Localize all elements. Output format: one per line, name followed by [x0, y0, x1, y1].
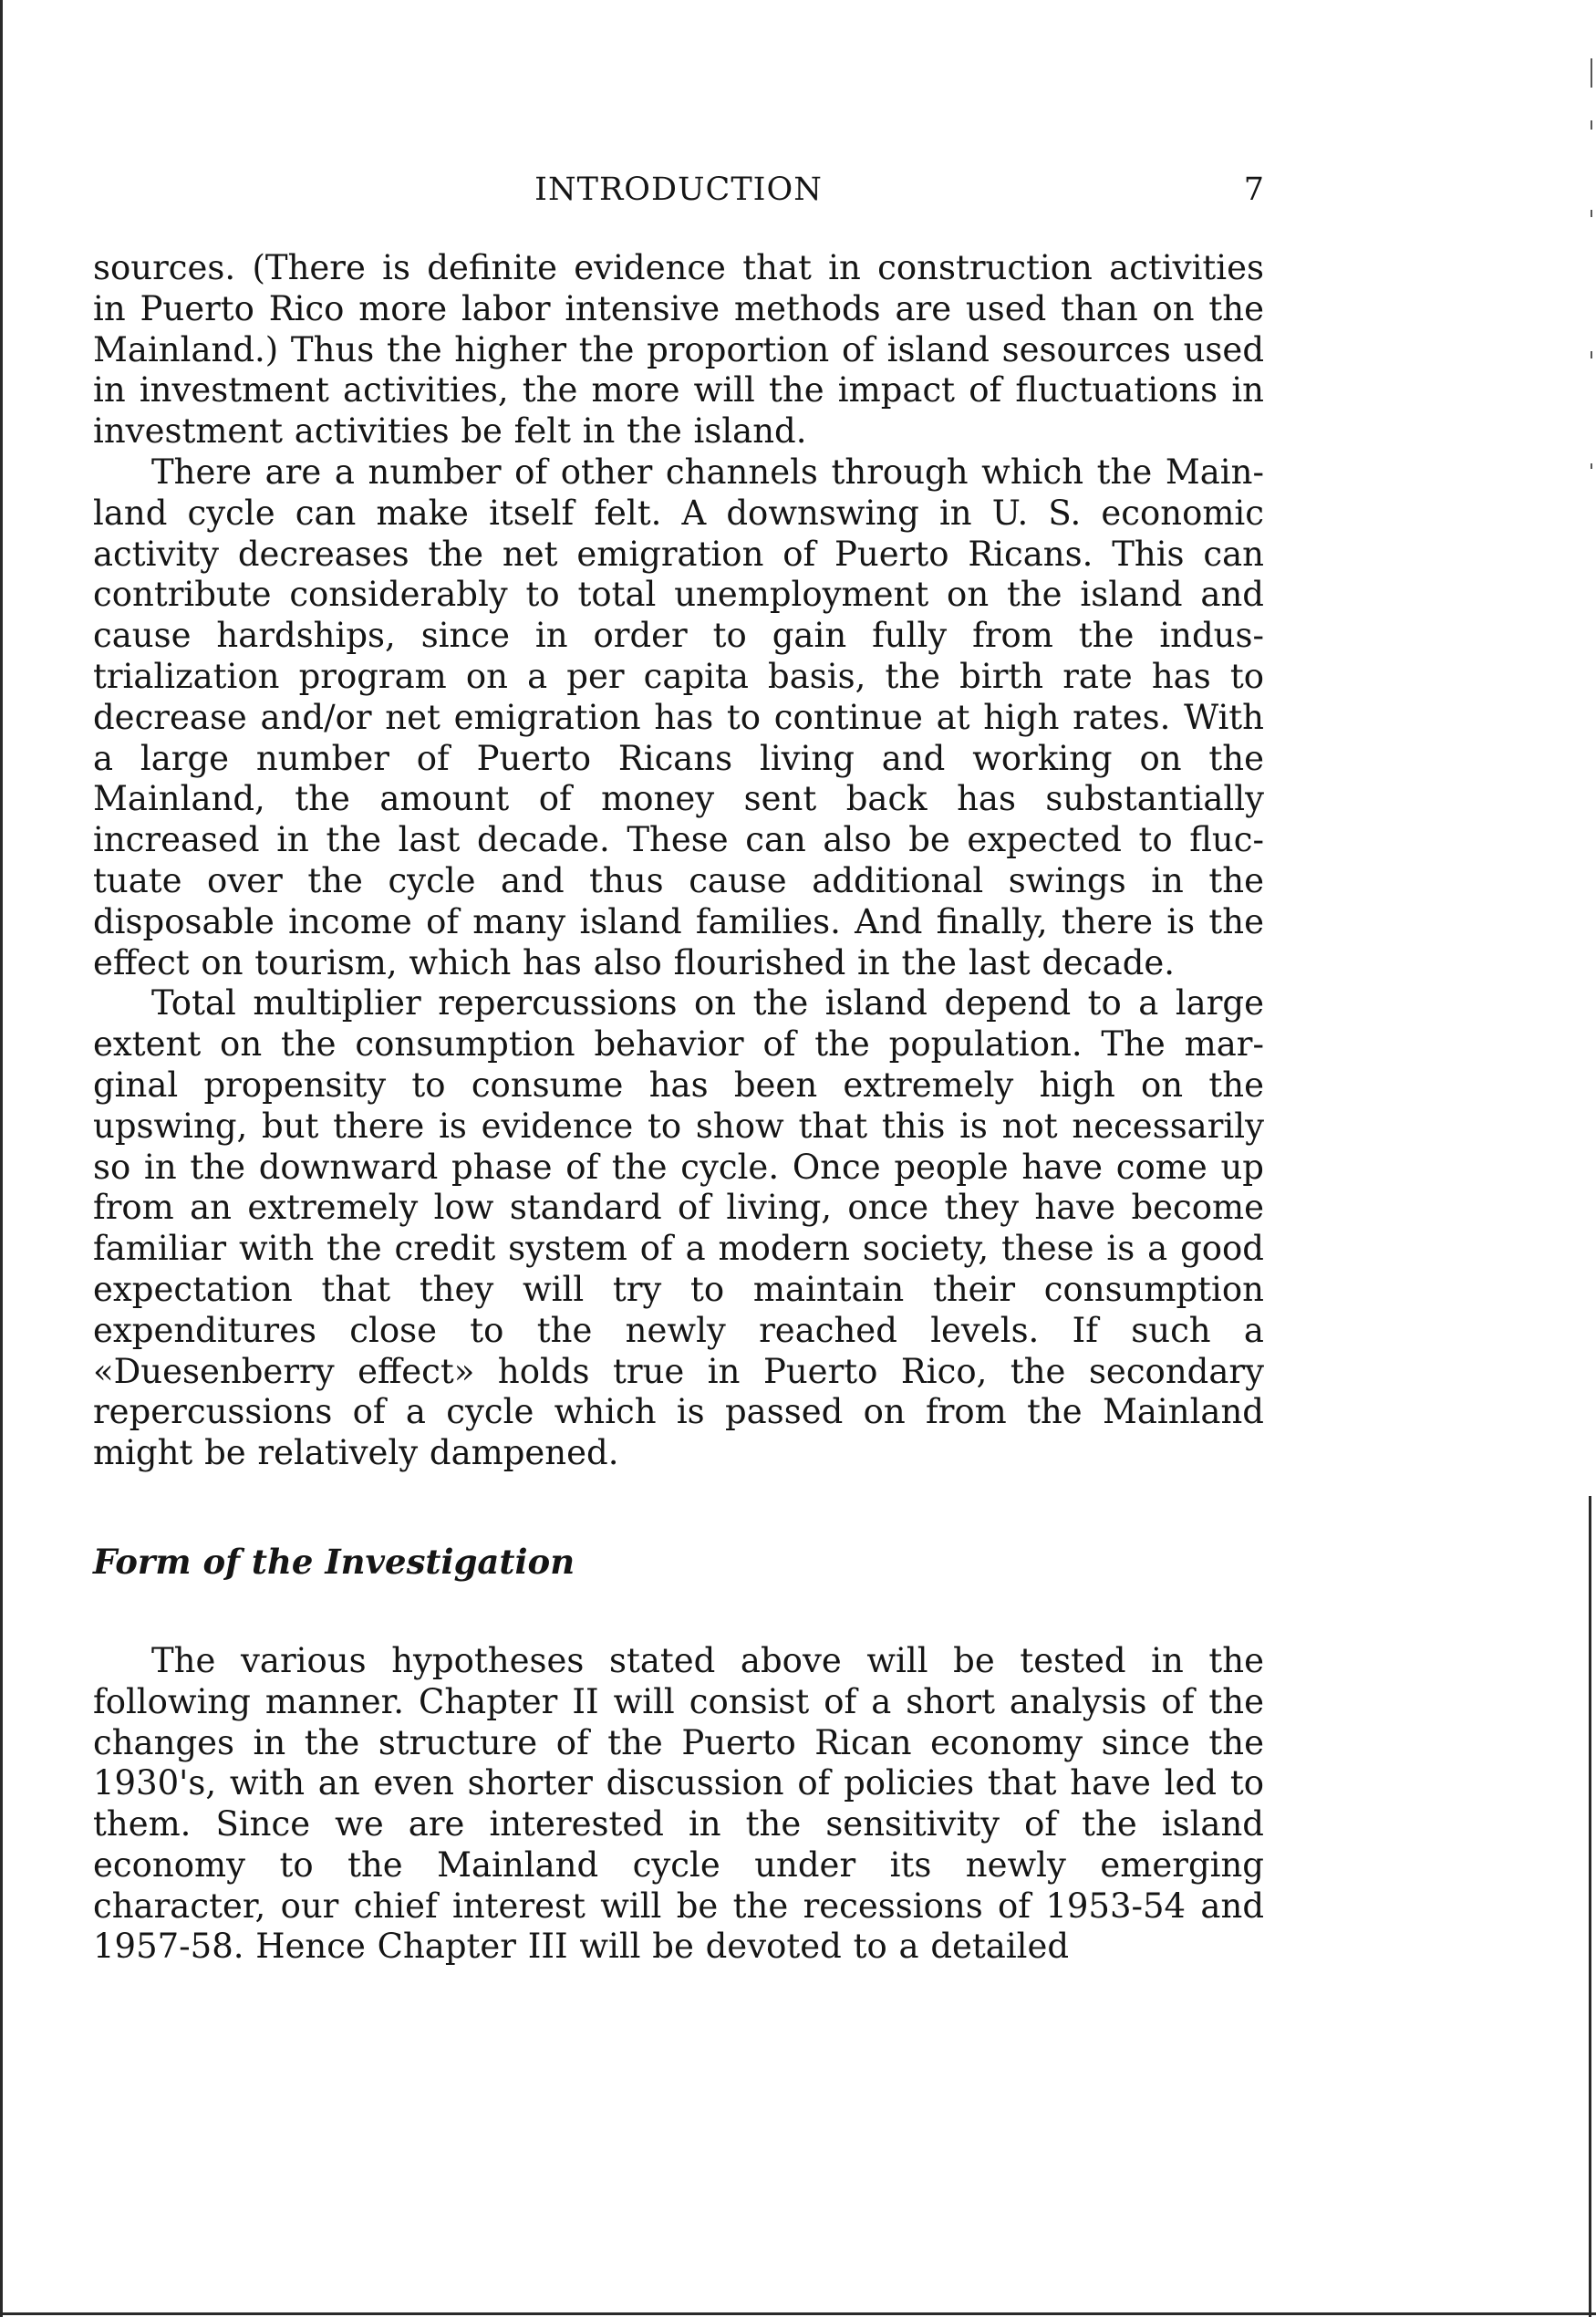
paragraph-mainland-cycle: There are a number of other channels through which the Mainland cycle can make itself felt. A downswing in U. S. economic activity decreases the net emigration of Puerto Ricans. This can contribute considerably to total unemployment on the island and cause hardships, since in order to gain fully from the industrialization program on a per capita basis, the birth rate has to decrease and/or net emigration has to continue at high rates. With a large number of Puerto Ricans living and working on the Mainland, the amount of money sent back has substantially increased in the last decade. These can also be expected to fluctuate over the cycle and thus cause additional swings in the disposable income of many island families. And finally, there is the effect on tourism, which has also flourished in the last decade.	[93, 452, 1264, 982]
page-number: 7	[1243, 171, 1264, 208]
running-head: INTRODUCTION	[534, 171, 823, 208]
section-heading: Form of the Investigation	[93, 1541, 575, 1582]
right-edge-mark	[1591, 58, 1592, 88]
right-edge-mark	[1591, 210, 1592, 217]
paragraph-continued: sources. (There is definite evidence that in construction activities in Puerto Rico more labor intensive methods are used than on the Mainland.) Thus the higher the proportion of island sesources used in investment activities, the more will the impact of fluctuations in investment activities be felt in the island.	[93, 248, 1264, 452]
right-edge-mark	[1591, 120, 1592, 130]
left-page-edge	[0, 0, 3, 2317]
right-page-edge	[1589, 1496, 1591, 2317]
right-edge-mark	[1591, 351, 1592, 358]
paragraph-investigation: The various hypotheses stated above will be tested in the following manner. Chapter II will consist of a short analysis of the changes in the structure of the Puerto Rican economy since the 1930's, with an even shorter discussion of policies that have led to them. Since we are interested in the sensitivity of the island economy to the Mainland cycle under its newly emerging character, our chief interest will be the recessions of 1953-54 and 1957-58. Hence Chapter III will be devoted to a detailed	[93, 1640, 1264, 1967]
body-text	[93, 248, 1264, 1968]
page-header	[93, 171, 1264, 219]
bottom-page-edge	[0, 2312, 1596, 2315]
paragraph-multiplier-repercussions: Total multiplier repercussions on the island depend to a large extent on the consumption behavior of the population. The marginal propensity to consume has been extremely high on the upswing, but there is evidence to show that this is not necessarily so in the downward phase of the cycle. Once people have come up from an extremely low standard of living, once they have become familiar with the credit system of a modern society, these is a good expectation that they will try to maintain their consumption expenditures close to the newly reached levels. If such a «Duesenberry effect» holds true in Puerto Rico, the secondary repercussions of a cycle which is passed on from the Mainland might be relatively dampened.	[93, 983, 1264, 1473]
right-edge-mark	[1591, 463, 1592, 469]
